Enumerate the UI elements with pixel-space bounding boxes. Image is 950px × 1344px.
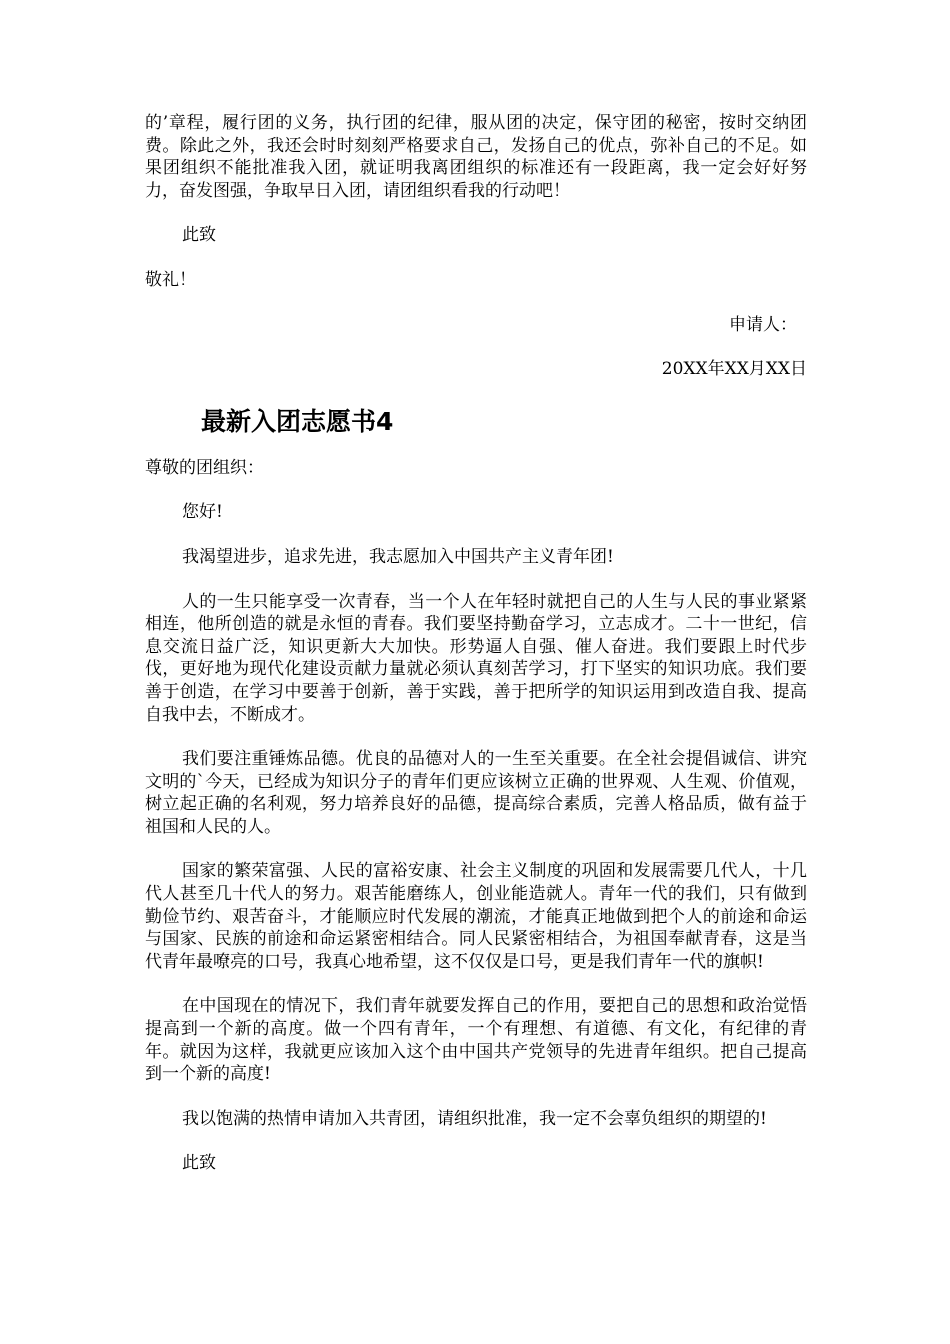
salute-jingli: 敬礼！ xyxy=(145,269,196,290)
body-paragraph: 我渴望进步，追求先进，我志愿加入中国共产主义青年团! xyxy=(182,546,614,567)
greeting-to: 尊敬的团组织： xyxy=(145,457,264,478)
section-title: 最新入团志愿书4 xyxy=(201,406,394,436)
intro-paragraph: 的’章程，履行团的义务，执行团的纪律，服从团的决定，保守团的秘密，按时交纳团费。除此之外，我还会时时刻刻严格要求自己，发扬自己的优点，弥补自己的不足。如果团组织不能批准我入团，就证明我离团组织的标准还有一段距离，我一定会好好努力，奋发图强，争取早日入团，请团组织看我的行动吧！ xyxy=(145,113,807,201)
closing-cizhi-2: 此致 xyxy=(182,1153,216,1174)
body-paragraph: 在中国现在的情况下，我们青年就要发挥自己的作用，要把自己的思想和政治觉悟提高到一个新的高度。做一个四有青年，一个有理想、有道德、有文化，有纪律的青年。就因为这样，我就更应该加入这个由中国共产党领导的先进青年组织。把自己提高到一个新的高度! xyxy=(145,996,807,1085)
body-paragraph: 我以饱满的热情申请加入共青团，请组织批准，我一定不会辜负组织的期望的! xyxy=(182,1108,767,1129)
body-paragraph: 国家的繁荣富强、人民的富裕安康、社会主义制度的巩固和发展需要几代人，十几代人甚至几十代人的努力。艰苦能磨练人，创业能造就人。青年一代的我们，只有做到勤俭节约、艰苦奋斗，才能顺应时代发展的潮流，才能真正地做到把个人的前途和命运与国家、民族的前途和命运紧密相结合。同人民紧密相结合，为祖国奉献青春，这是当代青年最嘹亮的口号，我真心地希望，这不仅仅是口号，更是我们青年一代的旗帜! xyxy=(145,861,807,972)
greeting-hello: 您好! xyxy=(182,502,223,523)
applicant-label: 申请人： xyxy=(729,314,797,335)
date-line: 20XX年XX月XX日 xyxy=(661,359,807,380)
document-page xyxy=(145,112,807,1175)
body-paragraph: 我们要注重锤炼品德。优良的品德对人的一生至关重要。在全社会提倡诚信、讲究文明的`今天，已经成为知识分子的青年们更应该树立正确的世界观、人生观、价值观，树立起正确的名利观，努力培养良好的品德，提高综合素质，完善人格品质，做有益于祖国和人民的人。 xyxy=(145,749,807,837)
closing-cizhi: 此致 xyxy=(182,225,216,246)
body-paragraph: 人的一生只能享受一次青春，当一个人在年轻时就把自己的人生与人民的事业紧紧相连，他所创造的就是永恒的青春。我们要坚持勤奋学习，立志成才。二十一世纪，信息交流日益广泛，知识更新大大加快。形势逼人自强、催人奋进。我们要跟上时代步伐，更好地为现代化建设贡献力量就必须认真刻苦学习，打下坚实的知识功底。我们要善于创造，在学习中要善于创新，善于实践，善于把所学的知识运用到改造自我、提高自我中去，不断成才。 xyxy=(145,591,807,725)
